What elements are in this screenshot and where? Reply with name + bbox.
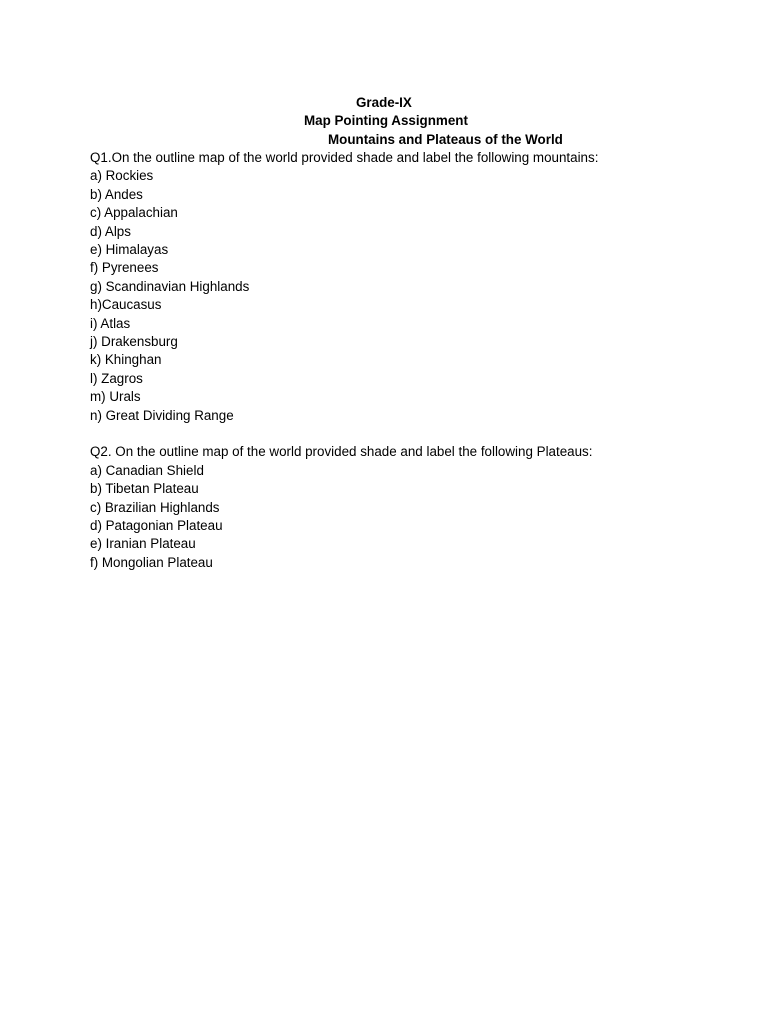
list-item: c) Brazilian Highlands — [90, 500, 220, 515]
list-item: e) Iranian Plateau — [90, 536, 196, 551]
list-item: b) Tibetan Plateau — [90, 481, 199, 496]
list-item: a) Canadian Shield — [90, 463, 204, 478]
list-item: l) Zagros — [90, 371, 143, 386]
list-item: g) Scandinavian Highlands — [90, 279, 250, 294]
grade-heading: Grade-IX — [356, 95, 412, 110]
question-2: Q2. On the outline map of the world provided shade and label the following Plateaus: — [90, 444, 593, 459]
list-item: c) Appalachian — [90, 205, 178, 220]
list-item: d) Alps — [90, 224, 131, 239]
list-item: i) Atlas — [90, 316, 131, 331]
list-item: f) Pyrenees — [90, 260, 159, 275]
list-item: j) Drakensburg — [90, 334, 178, 349]
list-item: d) Patagonian Plateau — [90, 518, 223, 533]
list-item: b) Andes — [90, 187, 143, 202]
assignment-title: Map Pointing Assignment — [304, 113, 468, 128]
list-item: h)Caucasus — [90, 297, 162, 312]
list-item: a) Rockies — [90, 168, 154, 183]
list-item: m) Urals — [90, 389, 141, 404]
list-item: n) Great Dividing Range — [90, 408, 234, 423]
question-1: Q1.On the outline map of the world provided shade and label the following mountains: — [90, 150, 599, 165]
list-item: k) Khinghan — [90, 352, 162, 367]
list-item: f) Mongolian Plateau — [90, 555, 213, 570]
list-item: e) Himalayas — [90, 242, 169, 257]
assignment-subtitle: Mountains and Plateaus of the World — [328, 132, 563, 147]
